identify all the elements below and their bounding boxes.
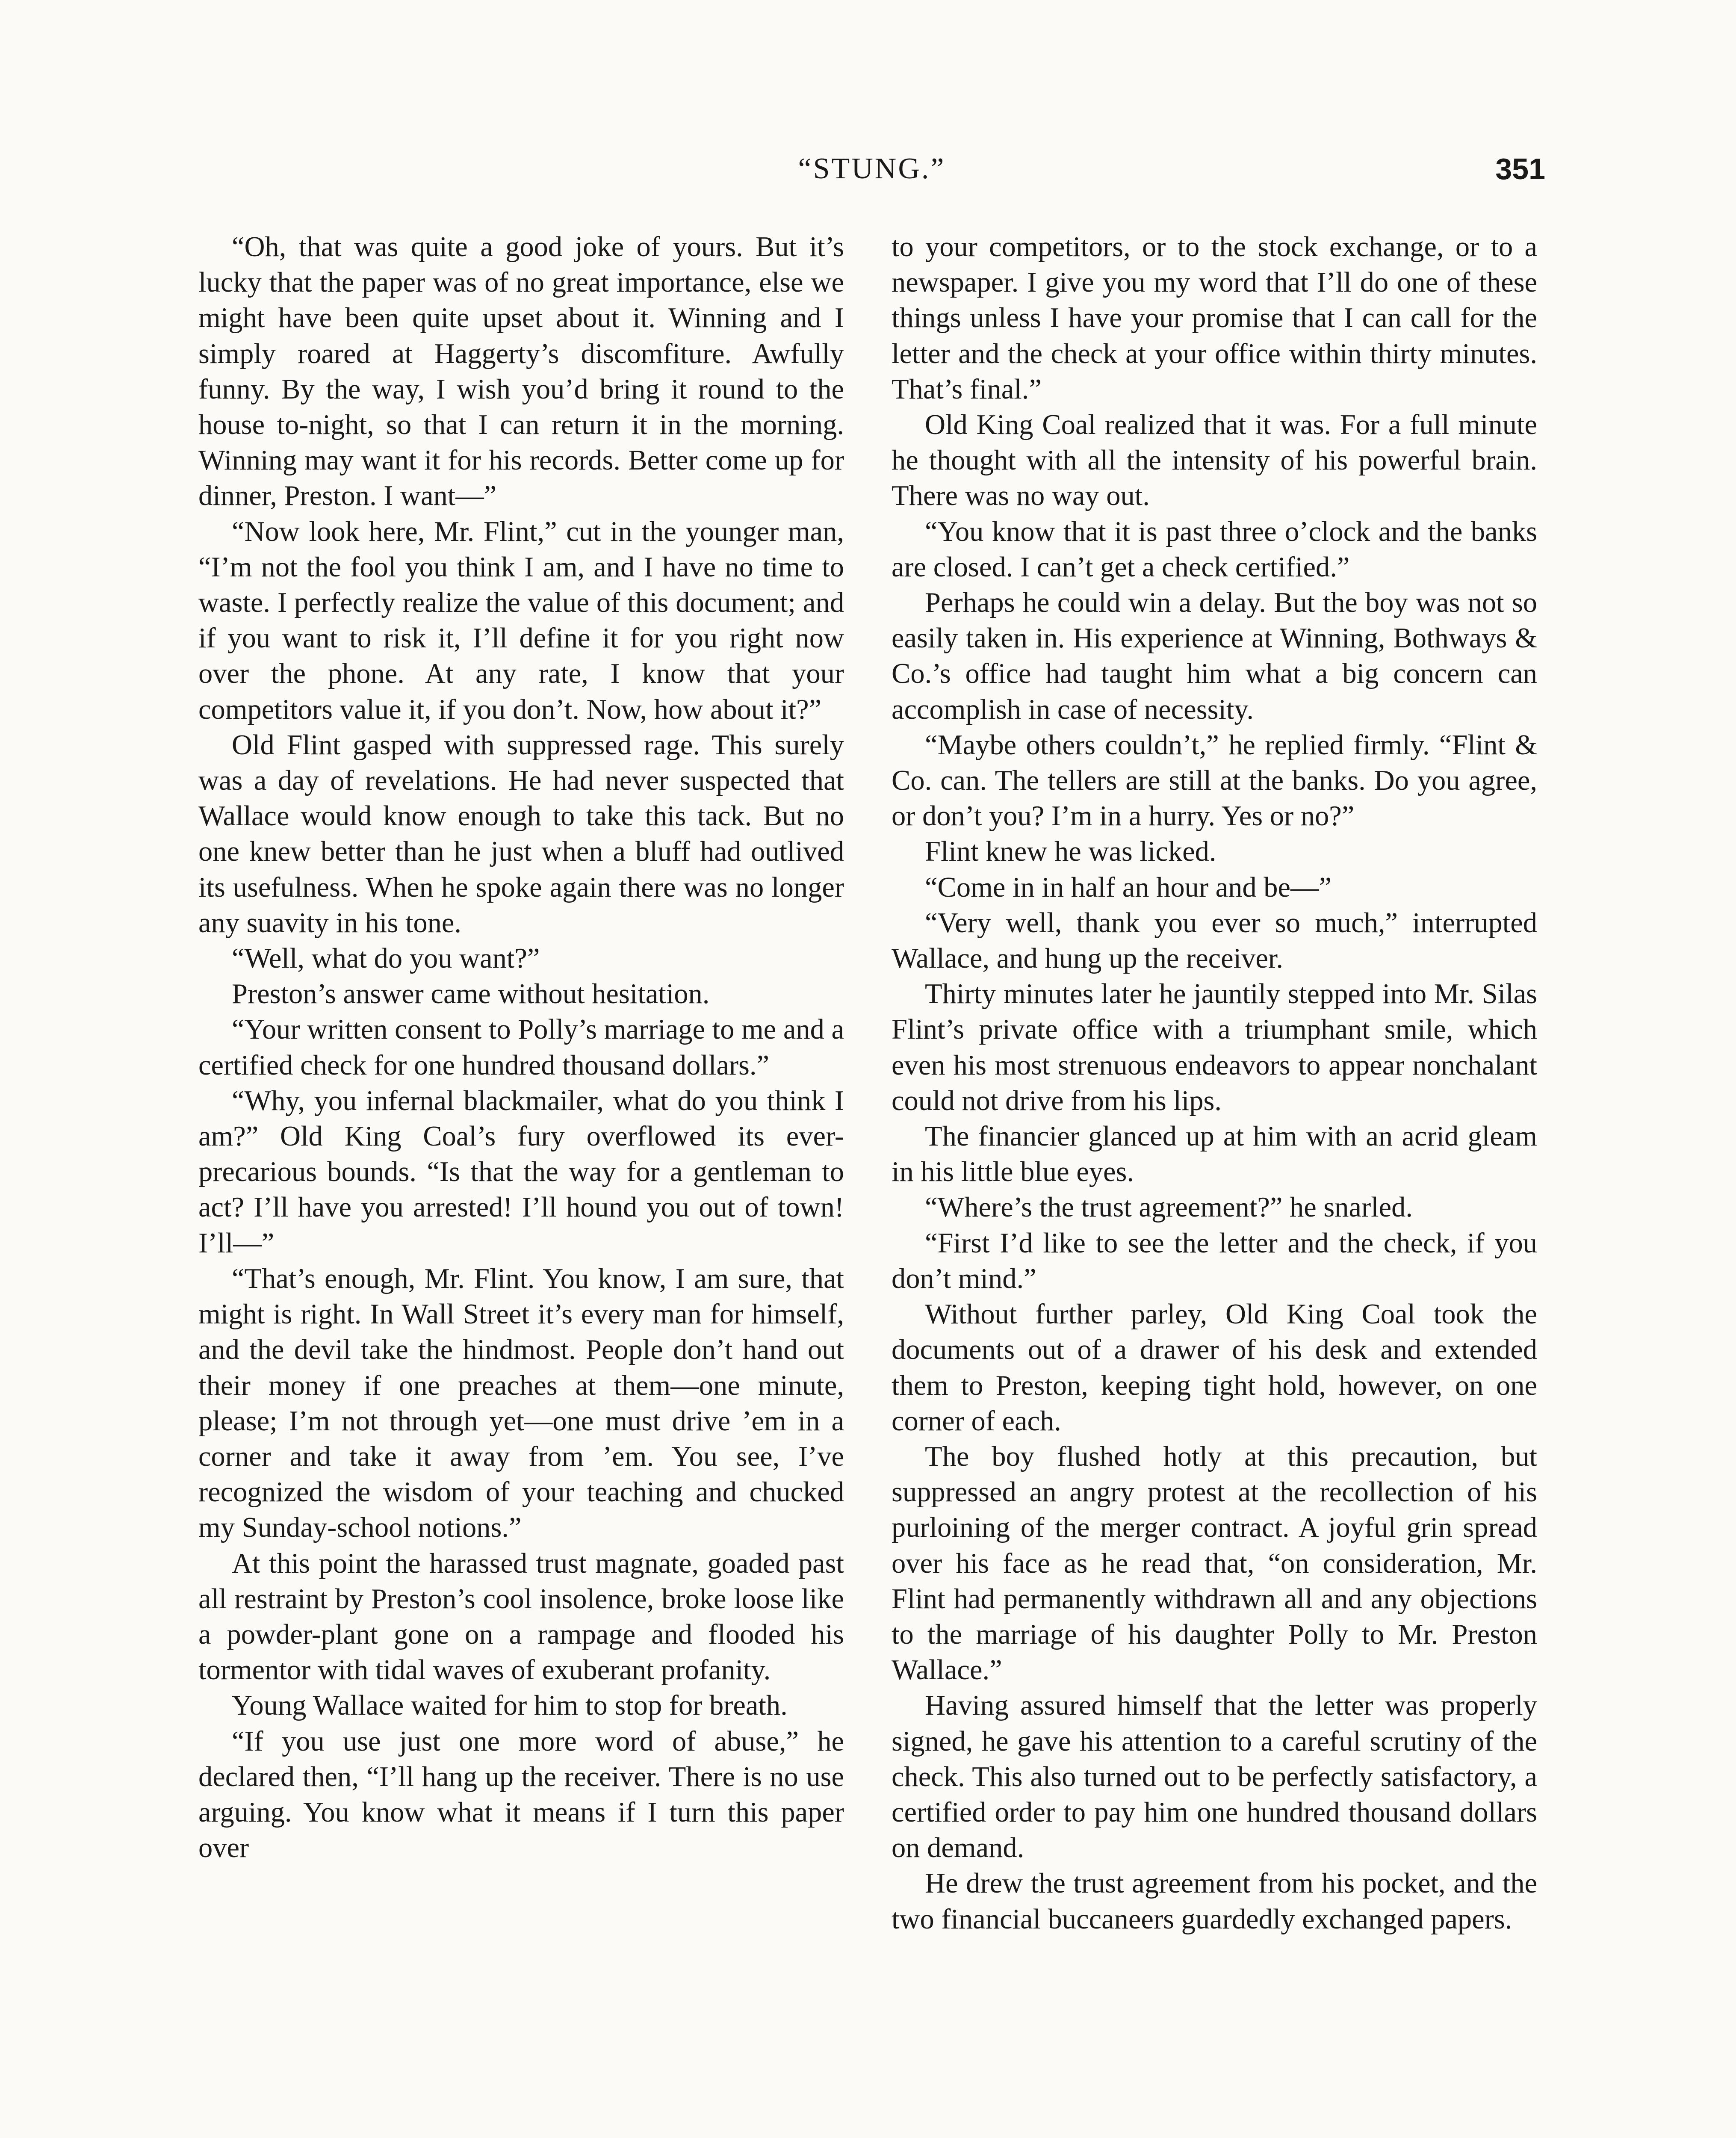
page-number: 351: [1495, 152, 1545, 186]
paragraph: Preston’s answer came without hesitation.: [232, 978, 710, 1010]
paragraph: “If you use just one more word of abuse,” he declared then, “I’ll hang up the receiver. There is no use arguing. You know what it means if I turn this paper over: [198, 1725, 844, 1864]
paragraph: “You know that it is past three o’clock and the banks are closed. I can’t get a check certified.”: [892, 516, 1537, 583]
paragraph: Old King Coal realized that it was. For a full minute he thought with all the intensity of his powerful brain. There was no way out.: [892, 409, 1537, 512]
paragraph: Perhaps he could win a delay. But the boy was not so easily taken in. His experience at Winning, Bothways & Co.’s office had taught him what a big concern can accomplish in case of necessity.: [892, 587, 1537, 725]
paragraph: Having assured himself that the letter was properly signed, he gave his attention to a careful scrutiny of the check. This also turned out to be perfectly satisfactory, a certified order to pay him one hundred thousand dollars on demand.: [892, 1690, 1537, 1864]
paragraph: “Very well, thank you ever so much,” interrupted Wallace, and hung up the receiver.: [892, 907, 1537, 975]
paragraph: “That’s enough, Mr. Flint. You know, I am sure, that might is right. In Wall Street it’s every man for himself, and the devil take the hindmost. People don’t hand out their money if one preaches at them—one minute, please; I’m not through yet—one must drive ’em in a corner and take it away from ’em. You see, I’ve recognized the wisdom of your teaching and chucked my Sunday-school notions.”: [198, 1263, 844, 1544]
paragraph: Old Flint gasped with suppressed rage. This surely was a day of revelations. He had never suspected that Wallace would know enough to take this tack. But no one knew better than he just when a bluff had outlived its usefulness. When he spoke again there was no longer any suavity in his tone.: [198, 729, 844, 939]
paragraph: Without further parley, Old King Coal took the documents out of a drawer of his desk and extended them to Preston, keeping tight hold, however, on one corner of each.: [892, 1299, 1537, 1437]
running-head: [198, 145, 1545, 192]
page-title: “STUNG.”: [798, 152, 946, 185]
paragraph: Thirty minutes later he jauntily stepped into Mr. Silas Flint’s private office with a triumphant smile, which even his most strenuous endeavors to appear nonchalant could not drive from his lips.: [892, 978, 1537, 1116]
paragraph: “Your written consent to Polly’s marriage to me and a certified check for one hundred thousand dollars.”: [198, 1014, 844, 1081]
paragraph: “Come in in half an hour and be—”: [925, 871, 1332, 903]
paragraph: “First I’d like to see the letter and the check, if you don’t mind.”: [892, 1227, 1537, 1294]
text-column-right: [892, 229, 1537, 1937]
paragraph-continued: to your competitors, or to the stock exchange, or to a newspaper. I give you my word that I’ll do one of these things unless I have your promise that I can call for the letter and the check at your office within thirty minutes. That’s final.”: [892, 231, 1537, 405]
paragraph: “Maybe others couldn’t,” he replied firmly. “Flint & Co. can. The tellers are still at the banks. Do you agree, or don’t you? I’m in a hurry. Yes or no?”: [892, 729, 1537, 832]
paragraph: “Oh, that was quite a good joke of yours. But it’s lucky that the paper was of no great importance, else we might have been quite upset about it. Winning and I simply roared at Haggerty’s discomfiture. Awfully funny. By the way, I wish you’d bring it round to the house to-night, so that I can return it in the morning. Winning may want it for his records. Better come up for dinner, Preston. I want—”: [198, 231, 844, 512]
text-column-left: [198, 229, 844, 1866]
paragraph: “Well, what do you want?”: [232, 943, 540, 975]
paragraph: The financier glanced up at him with an acrid gleam in his little blue eyes.: [892, 1121, 1537, 1188]
paragraph: The boy flushed hotly at this precaution, but suppressed an angry protest at the recollection of his purloining of the merger contract. A joyful grin spread over his face as he read that, “on consideration, Mr. Flint had permanently withdrawn all and any objections to the marriage of his daughter Polly to Mr. Preston Wallace.”: [892, 1441, 1537, 1686]
paragraph: “Why, you infernal blackmailer, what do you think I am?” Old King Coal’s fury overflowed its ever-precarious bounds. “Is that the way for a gentleman to act? I’ll have you arrested! I’ll hound you out of town! I’ll—”: [198, 1085, 844, 1259]
paragraph: “Where’s the trust agreement?” he snarled.: [925, 1192, 1413, 1223]
paragraph: Flint knew he was licked.: [925, 836, 1216, 868]
paragraph: “Now look here, Mr. Flint,” cut in the younger man, “I’m not the fool you think I am, and I have no time to waste. I perfectly realize the value of this document; and if you want to risk it, I’ll define it for you right now over the phone. At any rate, I know that your competitors value it, if you don’t. Now, how about it?”: [198, 516, 844, 725]
paragraph: At this point the harassed trust magnate, goaded past all restraint by Preston’s cool insolence, broke loose like a powder-plant gone on a rampage and flooded his tormentor with tidal waves of exuberant profanity.: [198, 1547, 844, 1686]
paragraph: Young Wallace waited for him to stop for breath.: [232, 1690, 788, 1722]
paragraph: He drew the trust agreement from his pocket, and the two financial buccaneers guardedly exchanged papers.: [892, 1868, 1537, 1935]
